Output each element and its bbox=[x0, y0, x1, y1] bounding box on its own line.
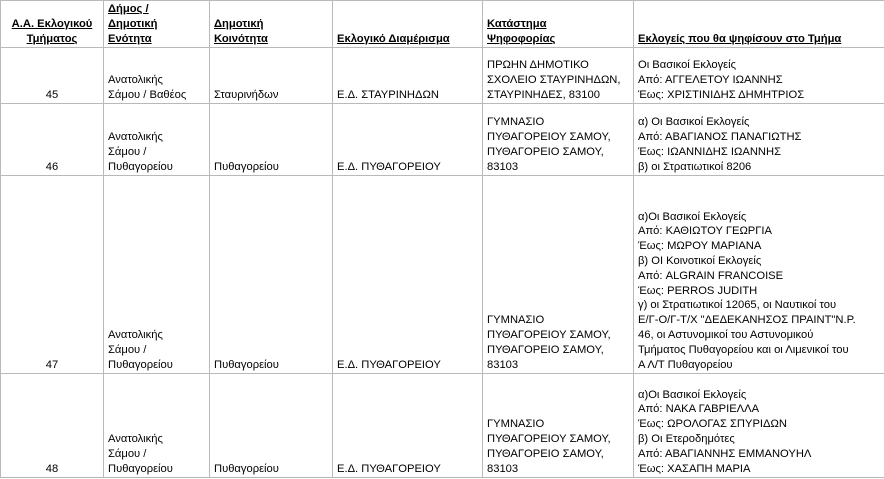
polling-station: ΓΥΜΝΑΣΙΟ ΠΥΘΑΓΟΡΕΙΟΥ ΣΑΜΟΥ, ΠΥΘΑΓΟΡΕΙΟ ΣΑΜΟΥ, 83103 bbox=[483, 374, 634, 478]
electoral-district: Ε.Δ. ΠΥΘΑΓΟΡΕΙΟΥ bbox=[333, 104, 483, 176]
section-number: 47 bbox=[1, 176, 104, 374]
municipality: Ανατολικής Σάμου / Πυθαγορείου bbox=[104, 176, 210, 374]
polling-station: ΓΥΜΝΑΣΙΟ ΠΥΘΑΓΟΡΕΙΟΥ ΣΑΜΟΥ, ΠΥΘΑΓΟΡΕΙΟ ΣΑΜΟΥ, 83103 bbox=[483, 104, 634, 176]
voters: α) Οι Βασικοί Εκλογείς Από: ΑΒΑΓΙΑΝΟΣ ΠΑΝΑΓΙΩΤΗΣ Έως: ΙΩΑΝΝΙΔΗΣ ΙΩΑΝΝΗΣ β) οι Στρατιωτικοί 8206 bbox=[634, 104, 884, 176]
community: Σταυρινήδων bbox=[210, 48, 333, 104]
municipality: Ανατολικής Σάμου / Πυθαγορείου bbox=[104, 374, 210, 478]
voters: Οι Βασικοί Εκλογείς Από: ΑΓΓΕΛΕΤΟΥ ΙΩΑΝΝΗΣ Έως: ΧΡΙΣΤΙΝΙΔΗΣ ΔΗΜΗΤΡΙΟΣ bbox=[634, 48, 884, 104]
header-polling-station: Κατάστημα Ψηφοφορίας bbox=[483, 1, 634, 48]
table-row bbox=[1, 176, 884, 374]
section-number: 46 bbox=[1, 104, 104, 176]
header-electoral-district: Εκλογικό Διαμέρισμα bbox=[333, 1, 483, 48]
community: Πυθαγορείου bbox=[210, 176, 333, 374]
electoral-district: Ε.Δ. ΠΥΘΑΓΟΡΕΙΟΥ bbox=[333, 374, 483, 478]
municipality: Ανατολικής Σάμου / Βαθέος bbox=[104, 48, 210, 104]
header-voters: Εκλογείς που θα ψηφίσουν στο Τμήμα bbox=[634, 1, 884, 48]
table-row bbox=[1, 48, 884, 104]
community: Πυθαγορείου bbox=[210, 104, 333, 176]
header-row bbox=[1, 1, 884, 48]
section-number: 45 bbox=[1, 48, 104, 104]
voters: α)Οι Βασικοί Εκλογείς Από: ΚΑΘΙΩΤΟΥ ΓΕΩΡΓΙΑ Έως: ΜΩΡΟΥ ΜΑΡΙΑΝΑ β) ΟΙ Κοινοτικοί Εκλογείς Από: ALGRAIN FRANCOISE Έως: PERROS JUDITH γ) οι Στρατιωτικοί 12065, οι Ναυτικοί του Ε/Γ-Ο/Γ-Τ/Χ "ΔΕΔΕΚΑΝΗΣΟΣ ΠΡΑΙΝΤ"Ν.Ρ. 46, οι Αστυνομικοί του Αστυνομικού Τμήματος Πυθαγορείου και οι Λιμενικοί του Α Λ/Τ Πυθαγορείου bbox=[634, 176, 884, 374]
section-number: 48 bbox=[1, 374, 104, 478]
community: Πυθαγορείου bbox=[210, 374, 333, 478]
header-community: Δημοτική Κοινότητα bbox=[210, 1, 333, 48]
table-row bbox=[1, 374, 884, 478]
polling-station: ΓΥΜΝΑΣΙΟ ΠΥΘΑΓΟΡΕΙΟΥ ΣΑΜΟΥ, ΠΥΘΑΓΟΡΕΙΟ ΣΑΜΟΥ, 83103 bbox=[483, 176, 634, 374]
table-row bbox=[1, 104, 884, 176]
voters: α)Οι Βασικοί Εκλογείς Από: ΝΑΚΑ ΓΑΒΡΙΕΛΛΑ Έως: ΩΡΟΛΟΓΑΣ ΣΠΥΡΙΔΩΝ β) Οι Ετεροδημότες Από: ΑΒΑΓΙΑΝΝΗΣ ΕΜΜΑΝΟΥΗΛ Έως: ΧΑΣΑΠΗ ΜΑΡΙΑ bbox=[634, 374, 884, 478]
polling-station: ΠΡΩΗΝ ΔΗΜΟΤΙΚΟ ΣΧΟΛΕΙΟ ΣΤΑΥΡΙΝΗΔΩΝ, ΣΤΑΥΡΙΝΗΔΕΣ, 83100 bbox=[483, 48, 634, 104]
header-section-number: Α.Α. Εκλογικού Τμήματος bbox=[1, 1, 104, 48]
municipality: Ανατολικής Σάμου / Πυθαγορείου bbox=[104, 104, 210, 176]
electoral-district: Ε.Δ. ΠΥΘΑΓΟΡΕΙΟΥ bbox=[333, 176, 483, 374]
electoral-district: Ε.Δ. ΣΤΑΥΡΙΝΗΔΩΝ bbox=[333, 48, 483, 104]
header-municipality: Δήμος / Δημοτική Ενότητα bbox=[104, 1, 210, 48]
